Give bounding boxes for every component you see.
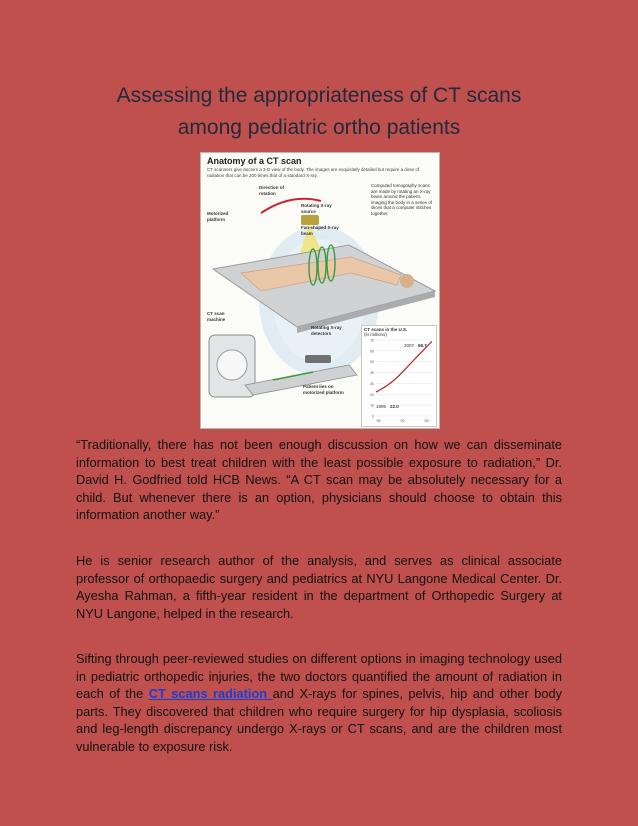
inset-y-tick: 50 (370, 360, 374, 365)
paragraph-findings (76, 650, 562, 755)
paragraph-findings-start: Sifting through peer-reviewed studies on different options in imaging technology used in pediatric orthopedic injuries, the two doctors quantified the amount of radiation in each of the (76, 651, 562, 701)
inset-y-tick: 10 (370, 403, 374, 408)
inset-y-tick: 30 (370, 381, 374, 386)
infographic-intro: CT scanners give doctors a 3-D view of the body. The images are exquisitely detailed but require a dose of radiation that can be 200 times that of a standard X-ray. (207, 167, 420, 178)
inset-subtitle: (in millions) (364, 332, 387, 337)
inset-start-year: 1995 (376, 404, 387, 409)
label-detectors: Rotating X-ray detectors (311, 325, 342, 336)
infographic-heading: Anatomy of a CT scan (207, 156, 302, 166)
inset-y-tick: 0 (372, 414, 374, 419)
inset-y-tick: 60 (370, 349, 374, 354)
inset-y-tick: 40 (370, 371, 374, 376)
label-patient: Patient lies on motorized platform (303, 384, 344, 395)
title-line-1: Assessing the appropriateness of CT scans (116, 84, 522, 107)
xray-source (301, 215, 319, 225)
ct-scans-radiation-link[interactable]: CT scans radiation (148, 686, 273, 701)
inset-y-tick: 70 (370, 338, 374, 343)
label-direction: Direction of rotation (259, 185, 285, 196)
title-line-2: among pediatric ortho patients (177, 116, 461, 139)
ct-scan-infographic (200, 152, 440, 429)
ct-scans-inset (361, 325, 437, 427)
inset-title: CT scans in the U.S. (364, 327, 408, 332)
inset-y-tick: 20 (370, 392, 374, 397)
inset-x-tick: '00 (400, 419, 405, 423)
xray-detectors (305, 355, 331, 363)
patient-head (400, 274, 414, 288)
ct-machine-bore (217, 350, 247, 380)
inset-series-line (376, 341, 432, 392)
inset-x-tick: '95 (376, 419, 381, 423)
inset-start-value: 22.0 (390, 404, 399, 409)
paragraph-quote: “Traditionally, there has not been enough discussion on how we can disseminate information to best treat children with the least possible exposure to radiation,” Dr. David H. Godfried told HCB News. “A CT scan may be absolutely necessary for a child. But whenever there is an option, physicians should choose to obtain this information another way.” (76, 437, 562, 522)
inset-end-year: 2007 (404, 343, 415, 348)
motorized-platform (213, 245, 435, 327)
paragraph-findings-end: and X-rays for spines, pelvis, hip and other body parts. They discovered that children who require surgery for hip dysplasia, scoliosis and leg-length discrepancy undergo X-rays or CT scans, and are the children most vulnerable to exposure risk. (76, 686, 562, 754)
inset-chart (362, 326, 436, 426)
label-machine: CT scan machine (207, 311, 226, 322)
article-title (60, 80, 578, 144)
label-beam: Fan-shaped X-ray beam (301, 225, 339, 236)
inset-x-tick: '05 (424, 419, 429, 423)
label-computed: Computed tomography scans are made by rotating an X-ray beam around the patient, imaging the body in a series of slices that a computer stitches together. (371, 183, 433, 216)
label-platform: Motorized platform (207, 211, 229, 222)
paragraph-author: He is senior research author of the analysis, and serves as clinical associate professor of orthopaedic surgery and pediatrics at NYU Langone Medical Center. Dr. Ayesha Rahman, a fifth-year resident in the department of Orthopedic Surgery at NYU Langone, helped in the research. (76, 553, 562, 621)
inset-end-value: 68.7 (418, 343, 427, 348)
label-source: Rotating X-ray source (301, 203, 332, 214)
